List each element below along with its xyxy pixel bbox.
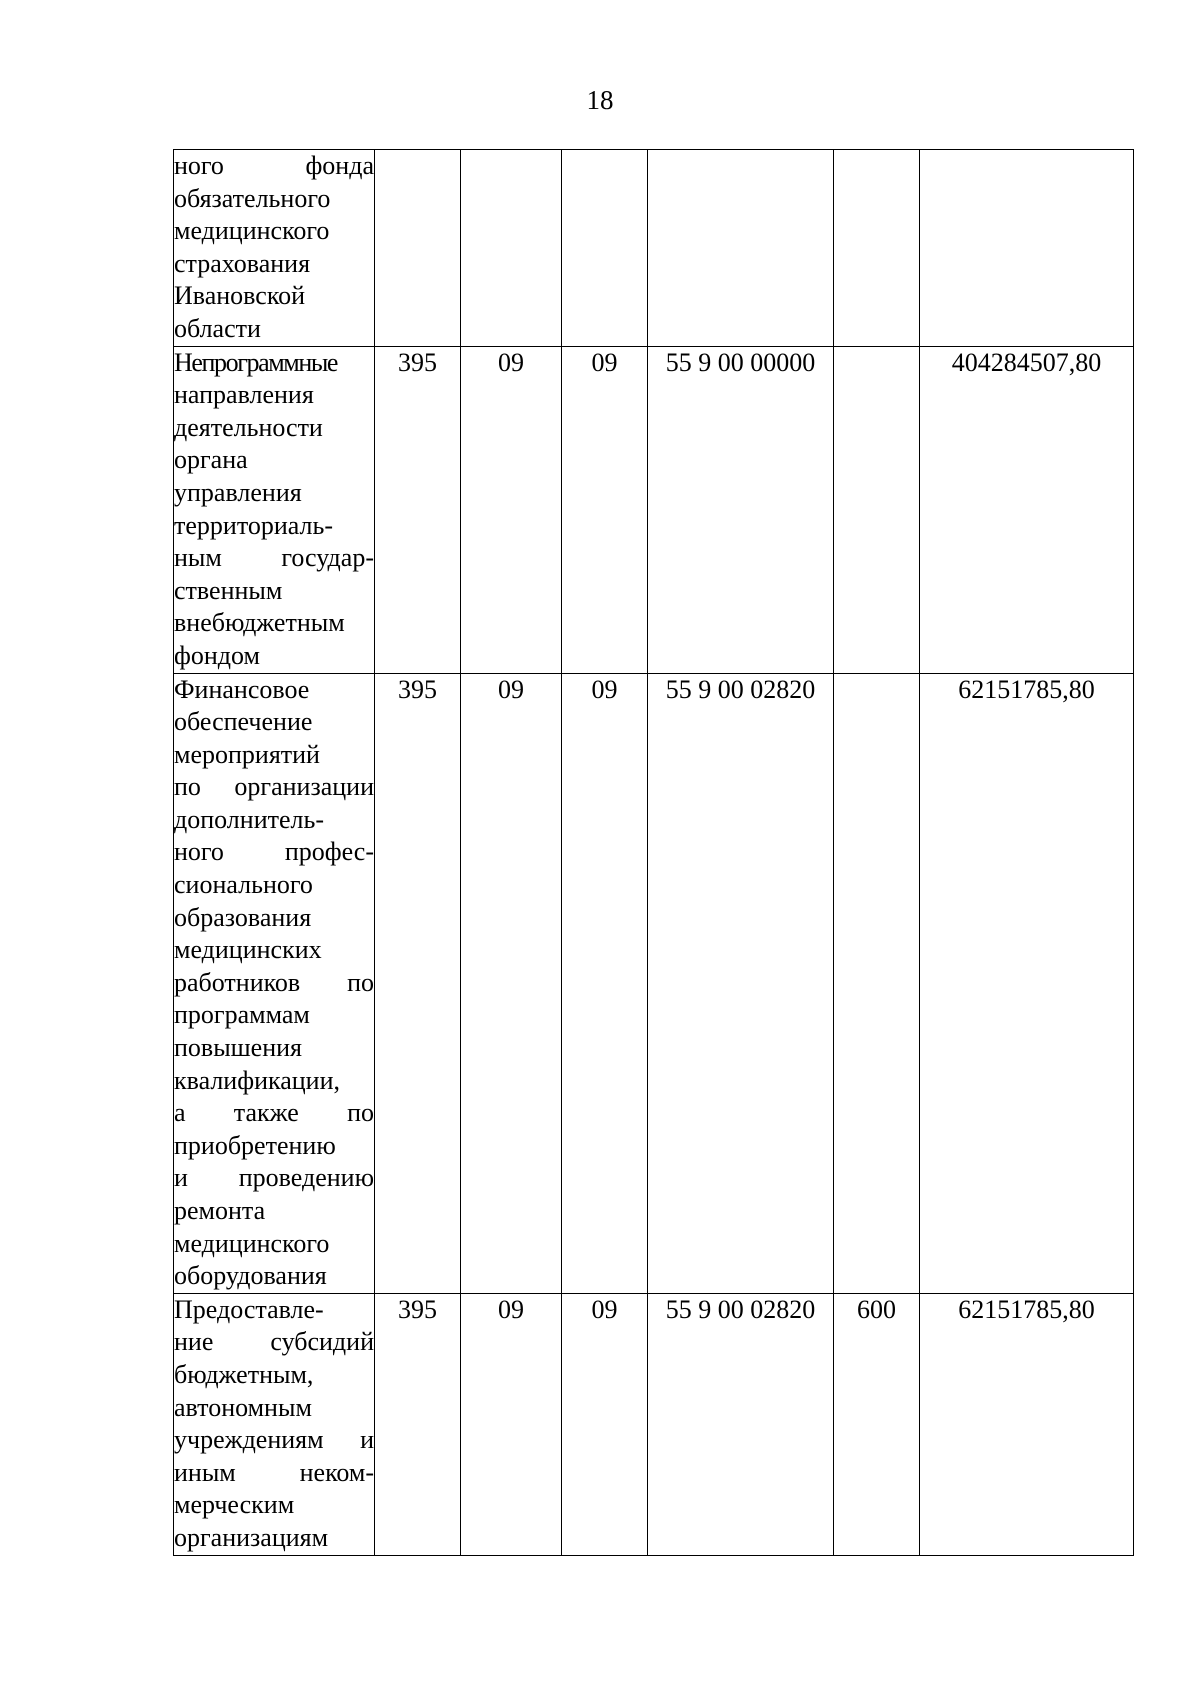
expense-type-cell <box>834 673 920 1293</box>
budget-table-body <box>174 150 1134 1556</box>
row-name-line: бюджетным, <box>174 1359 314 1389</box>
section-code-cell: 09 <box>461 346 562 673</box>
row-name-line: медицинских <box>174 935 322 965</box>
page-number: 18 <box>586 85 614 115</box>
row-name-line: внебюджетным <box>174 608 345 638</box>
row-name-line: мероприятий <box>174 739 320 769</box>
grbs-code-cell <box>375 150 461 347</box>
row-name-line: дополнитель- <box>174 804 324 834</box>
table-row <box>174 150 1134 347</box>
row-name-line: программам <box>174 1000 310 1030</box>
row-name-line: иным неком- <box>174 1457 374 1487</box>
target-article-cell: 55 9 00 02820 <box>648 1293 834 1555</box>
target-article-cell: 55 9 00 00000 <box>648 346 834 673</box>
row-name-cell <box>174 150 375 347</box>
row-name-line: медицинского <box>174 1228 330 1258</box>
row-name-line: ремонта <box>174 1196 266 1225</box>
row-name-line: а также по <box>174 1098 374 1128</box>
row-name-line: деятельности <box>174 412 323 442</box>
row-name-line: Непрограммные <box>174 347 338 377</box>
row-name-line: управления <box>174 477 302 507</box>
table-row <box>174 1293 1134 1555</box>
row-name-line: страхования <box>174 248 311 278</box>
row-name-line: ного фонда <box>174 151 374 180</box>
row-name-line: по организации <box>174 772 374 802</box>
row-name-line: сионального <box>174 870 313 900</box>
row-name-line: мерческим <box>174 1490 295 1520</box>
row-name-line: учреждениям и <box>174 1425 374 1455</box>
row-name-line: работников по <box>174 967 374 997</box>
table-row <box>174 346 1134 673</box>
row-name-line: Финансовое <box>174 674 310 704</box>
row-name-line: и проведению <box>174 1163 374 1193</box>
row-name-line: медицинского <box>174 216 330 246</box>
section-code-cell: 09 <box>461 673 562 1293</box>
row-name-line: Предоставле- <box>174 1294 324 1324</box>
row-name-line: квалификации, <box>174 1065 341 1095</box>
row-name-line: направления <box>174 380 314 410</box>
row-name-line: организациям <box>174 1522 329 1552</box>
row-name-line: повышения <box>174 1033 303 1063</box>
row-name-line: оборудования <box>174 1261 327 1291</box>
row-name-line: ного профес- <box>174 837 374 867</box>
row-name-line: фондом <box>174 640 260 670</box>
amount-cell: 62151785,80 <box>920 1293 1134 1555</box>
row-name-line: приобретению <box>174 1130 336 1160</box>
row-name-line: обязательного <box>174 183 331 213</box>
grbs-code-cell: 395 <box>375 346 461 673</box>
subsection-code-cell: 09 <box>562 1293 648 1555</box>
row-name-line: ственным <box>174 575 283 605</box>
amount-cell <box>920 150 1134 347</box>
row-name-line: органа <box>174 445 248 475</box>
row-name-cell <box>174 673 375 1293</box>
target-article-cell <box>648 150 834 347</box>
subsection-code-cell: 09 <box>562 346 648 673</box>
expense-type-cell: 600 <box>834 1293 920 1555</box>
target-article-cell: 55 9 00 02820 <box>648 673 834 1293</box>
row-name-line: Ивановской <box>174 281 306 311</box>
expense-type-cell <box>834 346 920 673</box>
grbs-code-cell: 395 <box>375 1293 461 1555</box>
grbs-code-cell: 395 <box>375 673 461 1293</box>
budget-table <box>173 149 1134 1556</box>
row-name-line: области <box>174 313 261 343</box>
subsection-code-cell <box>562 150 648 347</box>
table-row <box>174 673 1134 1293</box>
row-name-cell <box>174 1293 375 1555</box>
row-name-line: территориаль- <box>174 510 334 540</box>
row-name-line: ние субсидий <box>174 1327 374 1357</box>
amount-cell: 62151785,80 <box>920 673 1134 1293</box>
row-name-line: ным государ- <box>174 543 374 573</box>
row-name-cell <box>174 346 375 673</box>
row-name-line: обеспечение <box>174 707 313 737</box>
section-code-cell: 09 <box>461 1293 562 1555</box>
expense-type-cell <box>834 150 920 347</box>
row-name-line: образования <box>174 902 312 932</box>
subsection-code-cell: 09 <box>562 673 648 1293</box>
section-code-cell <box>461 150 562 347</box>
amount-cell: 404284507,80 <box>920 346 1134 673</box>
row-name-line: автономным <box>174 1392 312 1422</box>
